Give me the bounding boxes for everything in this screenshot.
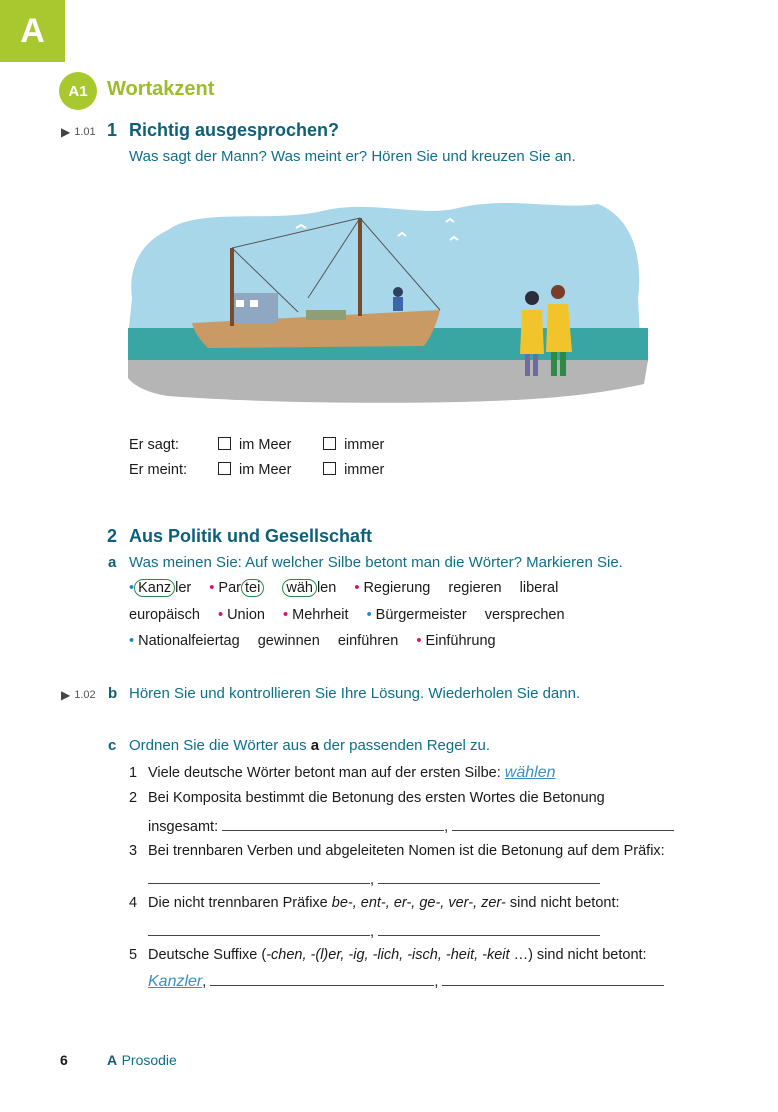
- word-item[interactable]: [129, 607, 200, 623]
- syllable: len: [316, 580, 337, 596]
- rule-number: 5: [129, 947, 138, 963]
- word-item[interactable]: [129, 633, 240, 649]
- section-title: Wortakzent: [107, 78, 215, 100]
- audio-track-number: 1.02: [74, 689, 96, 701]
- marked-syllable: Kanz: [134, 579, 175, 597]
- audio-track-1[interactable]: [61, 125, 96, 139]
- rule-item: [129, 764, 556, 782]
- instruction-bold: a: [310, 737, 320, 754]
- word-text: Einführung: [425, 633, 496, 649]
- subtask-letter: c: [108, 737, 117, 754]
- checkbox[interactable]: [323, 462, 336, 475]
- word-text: Regierung: [363, 580, 431, 596]
- word-item[interactable]: [209, 580, 264, 596]
- answer-blank[interactable]: [378, 921, 600, 936]
- word-item[interactable]: [354, 580, 430, 596]
- rule-continuation: [148, 816, 674, 835]
- rule-item: [129, 947, 647, 963]
- word-text: Bürgermeister: [375, 607, 467, 623]
- row-label: Er meint:: [129, 462, 188, 478]
- rule-item: [129, 843, 665, 859]
- separator: ,: [202, 974, 207, 990]
- rule-text: Bei Komposita bestimmt die Betonung des ersten Wortes die Betonung: [148, 790, 605, 806]
- handwritten-answer[interactable]: wählen: [504, 764, 556, 781]
- handwritten-answer[interactable]: Kanzler: [148, 973, 203, 990]
- rule-text: insgesamt:: [148, 819, 219, 835]
- word-text: versprechen: [484, 607, 565, 623]
- word-list-line-3: [129, 633, 510, 649]
- exercise-number: 2: [107, 526, 118, 546]
- rule-item: [129, 895, 620, 911]
- option-label: immer: [344, 462, 385, 478]
- rule-blanks: [148, 921, 600, 940]
- option-label: im Meer: [239, 462, 292, 478]
- separator: ,: [370, 924, 375, 940]
- row-label: Er sagt:: [129, 437, 179, 453]
- rule-italic: be-, ent-, er-, ge-, ver-, zer-: [331, 895, 506, 911]
- checkbox[interactable]: [218, 437, 231, 450]
- rule-text: sind nicht betont:: [505, 895, 620, 911]
- word-item[interactable]: [218, 607, 265, 623]
- instruction-text: Ordnen Sie die Wörter aus: [129, 737, 311, 754]
- exercise-title: Aus Politik und Gesellschaft: [129, 526, 373, 546]
- subtask-letter: b: [108, 685, 118, 702]
- harbor-illustration: [128, 188, 650, 406]
- word-item[interactable]: [520, 580, 559, 596]
- word-text: europäisch: [129, 607, 200, 623]
- unit-tab: A: [0, 0, 65, 62]
- word-item[interactable]: [416, 633, 495, 649]
- play-icon: ▶: [61, 688, 71, 702]
- answer-blank[interactable]: [442, 971, 664, 986]
- stress-dot-blue: •: [366, 607, 372, 623]
- answer-blank[interactable]: [378, 869, 600, 884]
- separator: ,: [434, 974, 439, 990]
- footer-chapter: [107, 1052, 177, 1070]
- syllable: Par: [218, 580, 241, 596]
- marked-syllable: tei: [241, 579, 264, 597]
- rule-number: 3: [129, 843, 138, 859]
- word-text: regieren: [448, 580, 502, 596]
- word-text: liberal: [519, 580, 559, 596]
- section-badge: A1: [59, 72, 97, 110]
- stress-dot-blue: •: [129, 633, 135, 649]
- rule-item: [129, 790, 605, 806]
- page-number: 6: [60, 1052, 68, 1068]
- word-text: Mehrheit: [292, 607, 349, 623]
- option-label: im Meer: [239, 437, 292, 453]
- marked-syllable: wäh: [282, 579, 317, 597]
- rule-number: 2: [129, 790, 138, 806]
- word-item[interactable]: [129, 580, 191, 596]
- subtask-instruction: [129, 737, 490, 754]
- rule-blanks: [148, 869, 600, 888]
- answer-blank[interactable]: [210, 971, 434, 986]
- rule-text: Viele deutsche Wörter betont man auf der ersten Silbe:: [148, 765, 501, 781]
- answer-blank[interactable]: [452, 816, 674, 831]
- instruction-text: der passenden Regel zu.: [319, 737, 491, 754]
- checkbox[interactable]: [218, 462, 231, 475]
- subtask-instruction: Hören Sie und kontrollieren Sie Ihre Lösung. Wiederholen Sie dann.: [129, 685, 581, 702]
- exercise-number: 1: [107, 120, 118, 140]
- audio-track-number: 1.01: [74, 126, 96, 138]
- word-item[interactable]: [338, 633, 398, 649]
- rule-number: 1: [129, 765, 138, 781]
- stress-dot-pink: •: [354, 580, 360, 596]
- word-item[interactable]: [258, 633, 320, 649]
- rule-italic: -chen, -(l)er, -ig, -lich, -isch, -heit, -keit: [266, 947, 510, 963]
- answer-row: [129, 437, 384, 453]
- exercise-instruction: Was sagt der Mann? Was meint er? Hören Sie und kreuzen Sie an.: [129, 148, 576, 165]
- word-text: Union: [227, 607, 265, 623]
- separator: ,: [370, 872, 375, 888]
- word-list-line-2: [129, 607, 579, 623]
- word-text: gewinnen: [257, 633, 320, 649]
- word-item[interactable]: [367, 607, 467, 623]
- word-item[interactable]: [283, 607, 349, 623]
- word-item[interactable]: [485, 607, 565, 623]
- rule-text: …) sind nicht betont:: [509, 947, 647, 963]
- syllable: ler: [175, 580, 192, 596]
- answer-blank[interactable]: [148, 869, 370, 884]
- separator: ,: [444, 819, 449, 835]
- play-icon: ▶: [61, 125, 71, 139]
- word-item[interactable]: [448, 580, 501, 596]
- option-label: immer: [344, 437, 385, 453]
- word-list-line-1: [129, 580, 572, 596]
- stress-dot-pink: •: [217, 607, 224, 623]
- answer-blank[interactable]: [222, 816, 444, 831]
- word-text: Nationalfeiertag: [138, 633, 240, 649]
- subtask-instruction: Was meinen Sie: Auf welcher Silbe betont man die Wörter? Markieren Sie.: [129, 554, 623, 571]
- stress-dot-pink: •: [209, 580, 215, 596]
- subtask-letter: a: [108, 554, 117, 571]
- stress-dot-pink: •: [416, 633, 422, 649]
- quay: [128, 360, 648, 403]
- stress-dot-pink: •: [283, 607, 289, 623]
- footer-topic: Prosodie: [121, 1052, 177, 1068]
- rule-text: Deutsche Suffixe (: [148, 947, 267, 963]
- rule-text: Bei trennbaren Verben und abgeleiteten Nomen ist die Betonung auf dem Präfix:: [148, 843, 665, 859]
- rule-blanks: [148, 971, 664, 991]
- footer-unit: A: [107, 1052, 118, 1068]
- answer-blank[interactable]: [148, 921, 370, 936]
- rule-number: 4: [129, 895, 138, 911]
- audio-track-2[interactable]: [61, 688, 96, 702]
- stress-dot-blue: •: [129, 580, 135, 596]
- checkbox[interactable]: [323, 437, 336, 450]
- word-text: einführen: [337, 633, 399, 649]
- exercise-title: Richtig ausgesprochen?: [129, 120, 340, 140]
- answer-row: [129, 462, 384, 478]
- word-item[interactable]: [282, 580, 336, 596]
- rule-text: Die nicht trennbaren Präfixe: [148, 895, 332, 911]
